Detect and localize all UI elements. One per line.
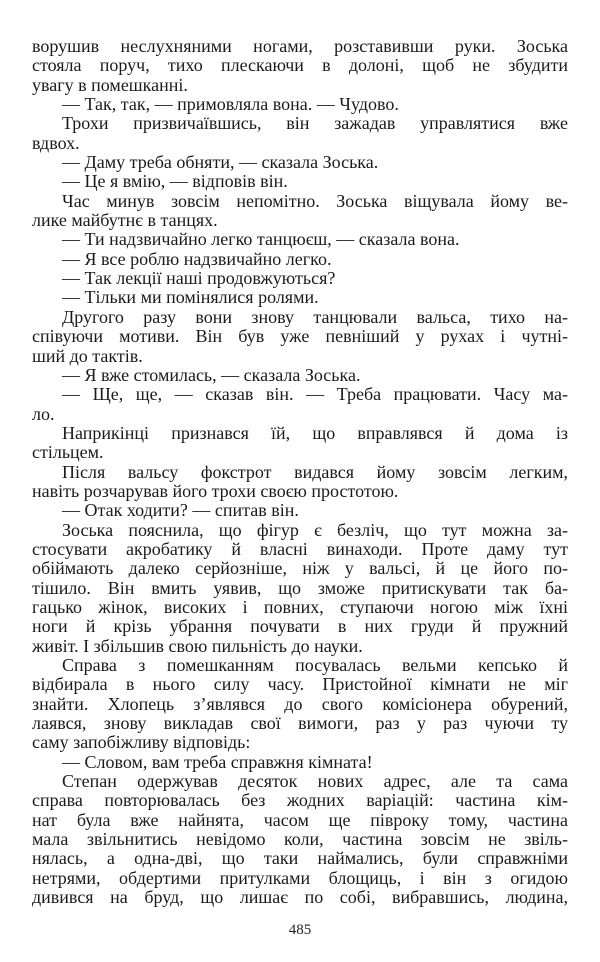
text-line: стільцем. — [32, 442, 104, 463]
text-line: — Тільки ми помінялися ролями. — [62, 287, 319, 308]
text-line: справа повторювалась без жодних варіацій: частина кім- — [32, 790, 568, 811]
text-line: — Так, так, — примовляла вона. — Чудово. — [62, 94, 399, 115]
text-line: гацько жінок, високих і повних, ступаючи ногою між їхні — [32, 596, 568, 617]
text-line: навіть розчарував його трохи своєю простотою. — [32, 480, 399, 501]
text-line: стояла поруч, тихо плескаючи в долоні, щоб не збудити — [32, 55, 568, 76]
text-line: Степан одержував десяток нових адрес, але та сама — [62, 771, 568, 792]
text-line: Другого разу вони знову танцювали вальса, тихо на- — [62, 306, 568, 327]
text-line: — Це я вмію, — відповів він. — [62, 171, 288, 192]
text-line: ло. — [32, 403, 55, 424]
text-line: мала звільнитись невідомо коли, частина зовсім не звіль- — [32, 829, 568, 850]
text-line: обіймають далеко серйозніше, ніж у вальсі, й це його по- — [32, 558, 568, 579]
text-line: живіт. І збільшив свою пильність до науки. — [32, 635, 363, 656]
text-line: — Я все роблю надзвичайно легко. — [62, 248, 332, 269]
text-line: — Словом, вам треба справжня кімната! — [62, 751, 373, 772]
text-line: нялась, а одна-дві, що таки наймались, були справжніми — [32, 848, 568, 869]
text-line: Трохи призвичаївшись, він зажадав управлятися вже — [62, 113, 568, 134]
page-body-text — [32, 37, 568, 907]
text-line: відбирала в нього силу часу. Пристойної кімнати не міг — [32, 674, 568, 695]
text-line: Після вальсу фокстрот видався йому зовсім легким, — [62, 461, 568, 482]
text-line: лаявся, знову викладав свої вимоги, раз у раз чуючи ту — [32, 713, 568, 734]
text-line: стосувати акробатику й власні винаходи. Проте даму тут — [32, 538, 568, 559]
text-line: ворушив неслухняними ногами, розставивши руки. Зоська — [32, 36, 568, 56]
text-line: лике майбутнє в танцях. — [32, 210, 218, 231]
text-line: тішило. Він вмить уявив, що зможе притискувати так ба- — [32, 577, 568, 598]
text-line: — Отак ходити? — спитав він. — [62, 500, 299, 521]
text-line: — Ти надзвичайно легко танцюєш, — сказала вона. — [62, 229, 460, 250]
text-line: ший до тактів. — [32, 345, 143, 366]
text-line: Час минув зовсім непомітно. Зоська віщувала йому ве- — [62, 190, 568, 211]
text-line: Зоська пояснила, що фігур є безліч, що тут можна за- — [62, 519, 568, 540]
text-line: співуючи мотиви. Він був уже певніший у рухах і чутні- — [32, 326, 568, 347]
text-line: нат була вже найнята, часом ще півроку тому, частина — [32, 809, 568, 830]
text-line: вдвох. — [32, 132, 80, 153]
text-line: нетрями, обдертими притулками блощиць, і він з огидою — [32, 867, 568, 888]
text-line: ноги й крізь убрання почувати в них груди й пружний — [32, 616, 568, 637]
page-number: 485 — [288, 922, 312, 938]
text-line: — Я вже стомилась, — сказала Зоська. — [62, 364, 361, 385]
text-line: Справа з помешканням посувалась вельми кепсько й — [62, 655, 568, 675]
text-line: — Ще, ще, — сказав він. — Треба працювати. Часу ма- — [62, 384, 568, 405]
text-line: Наприкінці признався їй, що вправлявся й дома із — [62, 422, 568, 443]
text-line: саму запобіжливу відповідь: — [32, 732, 251, 753]
text-line: — Даму треба обняти, — сказала Зоська. — [62, 152, 379, 173]
text-line: дивився на бруд, що лишає по собі, вибравшись, людина, — [32, 887, 568, 908]
text-line: знайти. Хлопець з’являвся до свого комісіонера обурений, — [32, 693, 568, 714]
text-line: — Так лекції наші продовжуються? — [62, 268, 336, 289]
text-line: увагу в помешканні. — [32, 74, 188, 95]
